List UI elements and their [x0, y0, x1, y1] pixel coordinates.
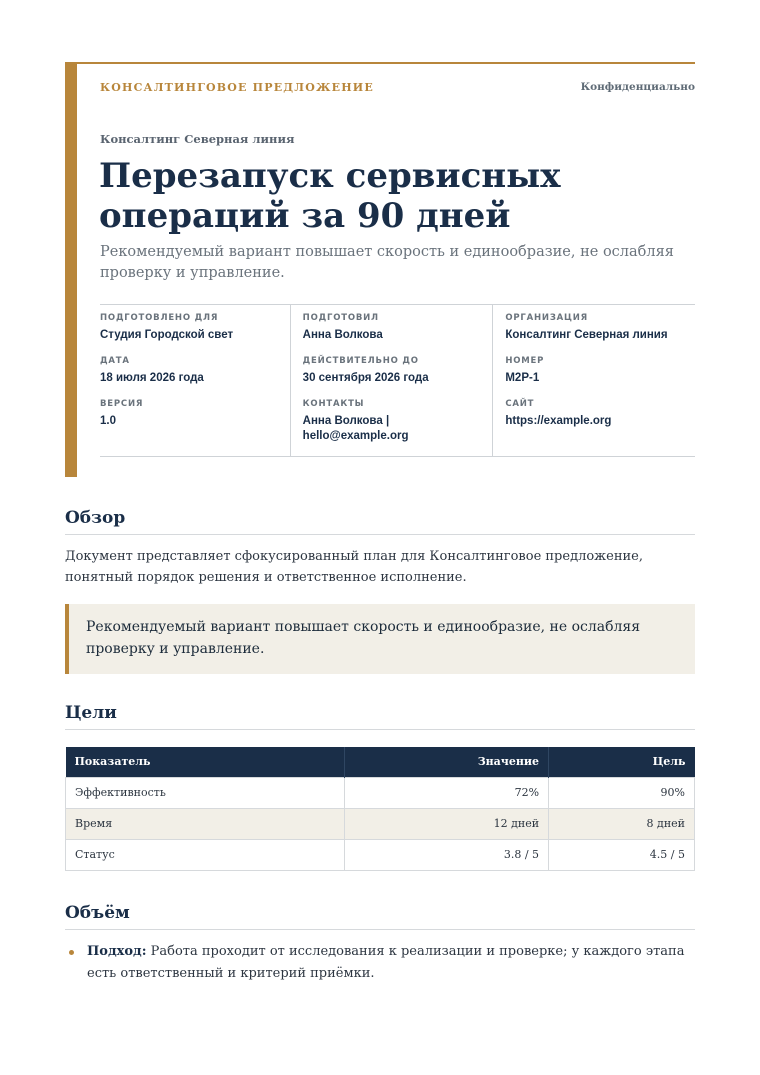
- goals-table: [65, 747, 695, 871]
- document-type-label: КОНСАЛТИНГОВОЕ ПРЕДЛОЖЕНИЕ: [100, 81, 374, 94]
- meta-label: НОМЕР: [505, 356, 545, 366]
- meta-value: https://example.org: [505, 415, 612, 427]
- table-cell: Время: [66, 808, 345, 839]
- meta-prepared-for: [100, 313, 280, 343]
- goals-heading: Цели: [65, 703, 695, 730]
- meta-contacts: [303, 399, 483, 444]
- list-item-text: Работа проходит от исследования к реализации и проверке; у каждого этапа есть ответственный и критерий приёмки.: [87, 944, 685, 981]
- meta-valid-until: [303, 356, 483, 386]
- meta-label: КОНТАКТЫ: [302, 399, 365, 409]
- table-cell: Эффективность: [66, 777, 345, 808]
- meta-organization: [505, 313, 685, 343]
- table-row: [66, 777, 695, 808]
- table-cell: 4.5 / 5: [549, 839, 695, 870]
- meta-version: [100, 399, 280, 429]
- column-header-metric: Показатель: [66, 747, 345, 777]
- meta-value: Анна Волкова | hello@example.org: [302, 415, 409, 442]
- cover-top-rule: [77, 62, 695, 64]
- cover-block: [65, 62, 695, 477]
- meta-site: [505, 399, 685, 429]
- column-header-value: Значение: [344, 747, 548, 777]
- meta-label: САЙТ: [505, 399, 535, 409]
- document-subtitle: Рекомендуемый вариант повышает скорость и единообразие, не ослабляя проверку и управление.: [100, 244, 674, 281]
- meta-column-3: [492, 305, 695, 456]
- table-row: [66, 808, 695, 839]
- meta-value: 18 июля 2026 года: [100, 372, 204, 384]
- meta-value: Студия Городской свет: [100, 329, 234, 341]
- organization-line: Консалтинг Северная линия: [100, 132, 295, 146]
- overview-callout: Рекомендуемый вариант повышает скорость и единообразие, не ослабляя проверку и управление.: [65, 604, 695, 674]
- meta-label: ПОДГОТОВИЛ: [302, 313, 379, 323]
- meta-label: ОРГАНИЗАЦИЯ: [505, 313, 588, 323]
- meta-label: ВЕРСИЯ: [100, 399, 144, 409]
- meta-value: 1.0: [100, 415, 116, 427]
- table-cell: 3.8 / 5: [344, 839, 548, 870]
- confidential-label: Конфиденциально: [580, 81, 695, 93]
- table-cell: Статус: [66, 839, 345, 870]
- meta-value: Анна Волкова: [302, 329, 383, 341]
- meta-prepared-by: [303, 313, 483, 343]
- meta-value: M2P-1: [505, 372, 540, 384]
- list-item-label: Подход:: [87, 944, 147, 959]
- table-row: [66, 839, 695, 870]
- scope-heading: Объём: [65, 903, 695, 930]
- overview-heading: Обзор: [65, 508, 695, 535]
- overview-text: Документ представляет сфокусированный план для Консалтинговое предложение, понятный порядок решения и ответственное исполнение.: [65, 549, 643, 585]
- meta-label: ДАТА: [100, 356, 130, 366]
- cover-accent-bar: [65, 62, 77, 477]
- meta-column-2: [290, 305, 493, 456]
- bullet-icon: [69, 950, 74, 955]
- table-cell: 12 дней: [344, 808, 548, 839]
- meta-label: ПОДГОТОВЛЕНО ДЛЯ: [100, 313, 219, 323]
- document-title: Перезапуск сервисных операций за 90 дней: [99, 156, 561, 236]
- scope-list: [65, 941, 695, 985]
- meta-column-1: [100, 305, 290, 456]
- meta-label: ДЕЙСТВИТЕЛЬНО ДО: [302, 356, 419, 366]
- meta-grid: [100, 304, 695, 457]
- table-header-row: [66, 747, 695, 777]
- meta-number: [505, 356, 685, 386]
- meta-value: 30 сентября 2026 года: [302, 372, 429, 384]
- meta-value: Консалтинг Северная линия: [505, 329, 668, 341]
- column-header-target: Цель: [549, 747, 695, 777]
- meta-date: [100, 356, 280, 386]
- table-cell: 8 дней: [549, 808, 695, 839]
- table-cell: 90%: [549, 777, 695, 808]
- list-item: [65, 941, 695, 985]
- table-cell: 72%: [344, 777, 548, 808]
